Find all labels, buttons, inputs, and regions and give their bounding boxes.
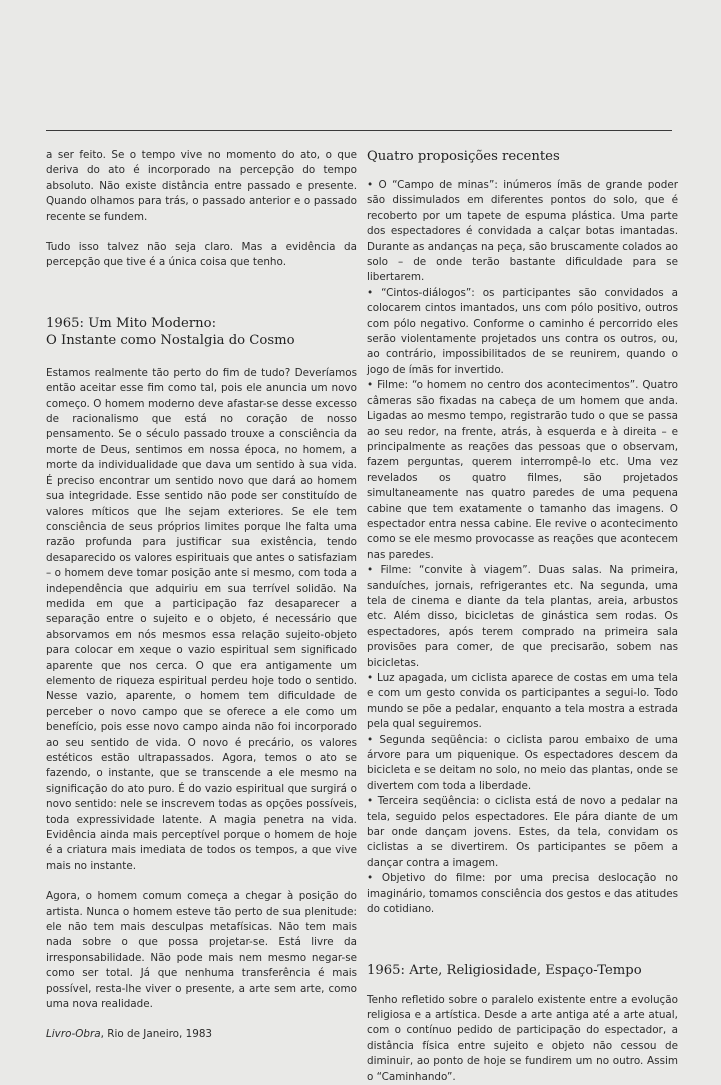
citation-title: Livro-Obra [46,1027,101,1040]
intro-paragraph-2: Tudo isso talvez não seja claro. Mas a evidência da percepção que tive é a única coisa que tenho. [46,241,357,269]
proposals-list [367,178,678,918]
list-item: • Luz apagada, um ciclista aparece de costas em uma tela e com um gesto convida os participantes a segui-lo. Todo mundo se põe a pedalar, enquanto a tela mostra a estrada pela qual seguiremos. [367,672,678,731]
intro-paragraph-1: a ser feito. Se o tempo vive no momento do ato, o que deriva do ato é incorporado na percepção do tempo absoluto. Não existe distância entre passado e presente. Quando olhamos para trás, o passado anterior e o passado recente se fundem. [46,149,357,223]
list-item: • O “Campo de minas”: inúmeros ímãs de grande poder são dissimulados em diferentes pontos do solo, que é recoberto por um tapete de espuma plástica. Uma parte dos espectadores é convidada a calçar botas imantadas. Durante as andanças na peça, são bruscamente colados ao solo – de onde terão bastante dificuldade para se libertarem. [367,179,678,284]
section-heading-arte-religiosidade: 1965: Arte, Religiosidade, Espaço-Tempo [367,962,642,978]
closing-paragraph: Tenho refletido sobre o paralelo existente entre a evolução religiosa e a artística. Desde a arte antiga até a arte atual, com o contínuo pedido de participação do espectador, a distância física entre sujeito e objeto não cessou de diminuir, ao ponto de hoje se fundirem um no outro. Assim o “Caminhando”. [367,993,678,1083]
list-item: • Terceira seqüência: o ciclista está de novo a pedalar na tela, seguido pelos espectadores. Ele pára diante de um bar onde dançam jovens. Estes, da tela, convidam os ciclistas a se divertirem. Os participantes se põem a dançar contra a imagem. [367,795,678,869]
list-item: • “Cintos-diálogos”: os participantes são convidados a colocarem cintos imantados, uns com pólo positivo, outros com pólo negativo. Conforme o caminho é percorrido eles serão violentamente projetados uns contra os outros, ou, ao contrário, impossibilitados de se reunirem, quando o jogo de ímãs for invertido. [367,286,678,376]
heading-line-2: O Instante como Nostalgia do Cosmo [46,332,295,348]
section-heading-quatro-proposicoes: Quatro proposições recentes [367,149,560,164]
right-column [367,148,678,1085]
section-heading-mito-moderno [46,315,357,349]
list-item: • Filme: “convite à viagem”. Duas salas. Na primeira, sanduíches, jornais, refrigerantes etc. Na segunda, uma tela de cinema e diante da tela plantas, areia, arbustos etc. Além disso, bicicletas de ginástica sem rodas. Os espectadores, após terem comprado na primeira sala provisões para comer, de que precisarão, sobem nas bicicletas. [367,564,678,669]
list-item: • Objetivo do filme: por uma precisa deslocação no imaginário, tomamos consciência dos gestos e das atitudes do cotidiano. [367,872,678,916]
top-rule [46,130,672,131]
body-paragraph-1: Estamos realmente tão perto do fim de tudo? Deveríamos então aceitar esse fim como tal, pois ele anuncia um novo começo. O homem moderno deve afastar-se desse excesso de racionalismo que está no coração de nosso pensamento. Se o século passado trouxe a consciência da morte de Deus, sentimos em nossa época, no homem, a morte da individualidade que dava um sentido à sua vida. É preciso encontrar um sentido novo que dará ao homem sua integridade. Esse sentido não pode ser constituído de valores míticos que lhe sejam exteriores. Se ele tem consciência de seus próprios limites porque lhe falta uma razão profunda para justificar sua existência, tendo desaparecido os valores espirituais que antes o satisfaziam – o homem deve tomar posição ante si mesmo, com toda a independência que adquiriu em sua terrível solidão. Na medida em que a participação faz desaparecer a separação entre o sujeito e o objeto, é necessário que absorvamos em nós mesmos essa relação sujeito-objeto para colocar em xeque o vazio espiritual sem significado aparente que nos cerca. O que era antigamente um elemento de riqueza espiritual perdeu hoje todo o sentido. Nesse vazio, aparente, o homem tem dificuldade de perceber o novo campo que se oferece a ele como um benefício, pois esse novo campo ainda não foi incorporado ao seu sentido de vida. O novo é precário, os valores estéticos estão ultrapassados. Agora, temos o ato se fazendo, o instante, que se transcende a ele mesmo na significação do ato puro. É do vazio espiritual que surgirá o novo sentido: nele se inscrevem todas as opções possíveis, toda expressividade latente. A magia penetra na vida. Evidência ainda mais perceptível porque o homem de hoje é a criatura mais imediata de todos os tempos, a que vive mais no instante. [46,366,357,872]
list-item: • Segunda seqüência: o ciclista parou embaixo de uma árvore para um piquenique. Os espectadores descem da bicicleta e se deitam no solo, no meio das plantas, onde se divertem com toda a liberdade. [367,733,678,792]
list-item: • Filme: “o homem no centro dos acontecimentos”. Quatro câmeras são fixadas na cabeça de um homem que anda. Ligadas ao mesmo tempo, registrarão tudo o que se passa ao seu redor, na frente, atrás, à esquerda e à direita – e principalmente as reações das pessoas que o observam, fazem perguntas, querem interrompê-lo etc. Uma vez revelados os quatro filmes, são projetados simultaneamente nas quatro paredes de uma pequena cabine que tem exatamente o tamanho das imagens. O espectador entra nessa cabine. Ele revive o acontecimento como se ele mesmo provocasse as reações que acontecem nas paredes. [367,379,678,561]
citation-rest: , Rio de Janeiro, 1983 [100,1027,213,1040]
body-paragraph-2: Agora, o homem comum começa a chegar à posição do artista. Nunca o homem esteve tão perto de sua plenitude: ele não tem mais desculpas metafísicas. Não tem mais nada sobre o que possa projetar-se. Está livre da irresponsabilidade. Não pode mais nem mesmo negar-se como ser total. Já que nenhuma transferência é mais possível, resta-lhe viver o presente, a arte sem arte, como uma nova realidade. [46,890,357,1011]
heading-line-1: 1965: Um Mito Moderno: [46,315,217,331]
left-column [46,148,357,1042]
citation [46,1027,357,1042]
